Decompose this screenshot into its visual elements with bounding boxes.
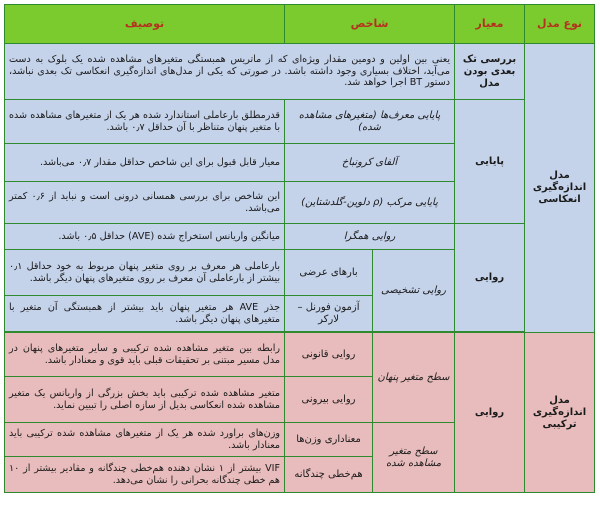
discriminant-validity-label: روایی تشخیصی [373, 250, 455, 332]
index-fornell-larcker: آزمون فورنل – لارکر [285, 296, 373, 332]
criterion-reliability: پایایی [455, 100, 525, 224]
header-index: شاخص [285, 5, 455, 44]
index-multicollinearity: هم‌خطی چندگانه [285, 457, 373, 493]
observed-level-label: سطح متغیر مشاهده شده [373, 423, 455, 493]
nomological-validity-desc: رابطه بین متغیر مشاهده شده ترکیبی و سایر متغیرهای پنهان در مدل مسیر مبتنی بر تحقیقات قبلی باید قوی و معنادار باشد. [5, 333, 285, 377]
fornell-larcker-desc: جذر AVE هر متغیر پنهان باید بیشتر از همبستگی آن متغیر با متغیرهای پنهان دیگر باشد. [5, 296, 285, 332]
indicator-reliability-desc: قدرمطلق بارعاملی استاندارد شده هر یک از متغیرهای مشاهده شده با متغیر پنهان متناظر با آن حداقل ۰٫۷ باشد. [5, 100, 285, 144]
weight-significance-desc: وزن‌های براورد شده هر یک از متغیرهای مشاهده شده ترکیبی باید معنادار باشد. [5, 423, 285, 457]
table-row [5, 224, 595, 250]
index-cross-loadings: بارهای عرضی [285, 250, 373, 296]
unidimensionality-desc: یعنی بین اولین و دومین مقدار ویژه‌ای که از ماتریس همبستگی متغیرهای مشاهده شده یک بلوک به دست می‌آید، اختلاف بسیاری وجود داشته باشد. در صورتی که یکی از مدل‌های اندازه‌گیری انعکاسی تک بعدی نباشد، دستور BT اجرا خواهد شد. [5, 44, 455, 100]
composite-reliability-desc: این شاخص برای بررسی همسانی درونی است و نباید از ۰٫۶ کمتر می‌باشد. [5, 182, 285, 224]
header-model-type: نوع مدل [525, 5, 595, 44]
table-row [5, 100, 595, 144]
cronbach-alpha-desc: معیار قابل قبول برای این شاخص حداقل مقدار ۰٫۷ می‌باشد. [5, 144, 285, 182]
index-convergent-validity: روایی همگرا [285, 224, 455, 250]
header-criterion: معیار [455, 5, 525, 44]
index-weight-significance: معناداری وزن‌ها [285, 423, 373, 457]
index-nomological-validity: روایی قانونی [285, 333, 373, 377]
index-cronbach-alpha: آلفای کرونباخ [285, 144, 455, 182]
convergent-validity-desc: میانگین واریانس استخراج شده (AVE) حداقل ۰٫۵ باشد. [5, 224, 285, 250]
criterion-unidimensionality: بررسی تک بعدی بودن مدل [455, 44, 525, 100]
header-row [5, 5, 595, 44]
latent-level-label: سطح متغیر پنهان [373, 333, 455, 423]
multicollinearity-desc: VIF بیشتر از ۱ نشان دهنده هم‌خطی چندگانه و مقادیر بیشتر از ۱۰ هم خطی چندگانه بحرانی را نشان می‌دهد. [5, 457, 285, 493]
criterion-validity-reflective: روایی [455, 224, 525, 332]
cross-loadings-desc: بارعاملی هر معرف بر روی متغیر پنهان مربوط به خود حداقل ۰٫۱ بیشتر از بارعاملی آن معرف بر روی متغیرهای پنهان دیگر باشد. [5, 250, 285, 296]
measurement-model-table [4, 4, 595, 493]
table-row [5, 333, 595, 377]
index-composite-reliability: پایایی مرکب (ρ دلوین-گلدشتاین) [285, 182, 455, 224]
header-description: توصیف [5, 5, 285, 44]
table-row [5, 44, 595, 100]
model-type-reflective: مدل اندازه‌گیری انعکاسی [525, 44, 595, 333]
index-external-validity: روایی بیرونی [285, 377, 373, 423]
index-indicator-reliability: پایایی معرف‌ها (متغیرهای مشاهده شده) [285, 100, 455, 144]
criterion-validity-formative: روایی [455, 333, 525, 493]
model-type-formative: مدل اندازه‌گیری ترکیبی [525, 333, 595, 493]
external-validity-desc: متغیر مشاهده شده ترکیبی باید بخش بزرگی از واریانس یک متغیر مشاهده شده انعکاسی بدیل از سازه اصلی را تبیین نماید. [5, 377, 285, 423]
